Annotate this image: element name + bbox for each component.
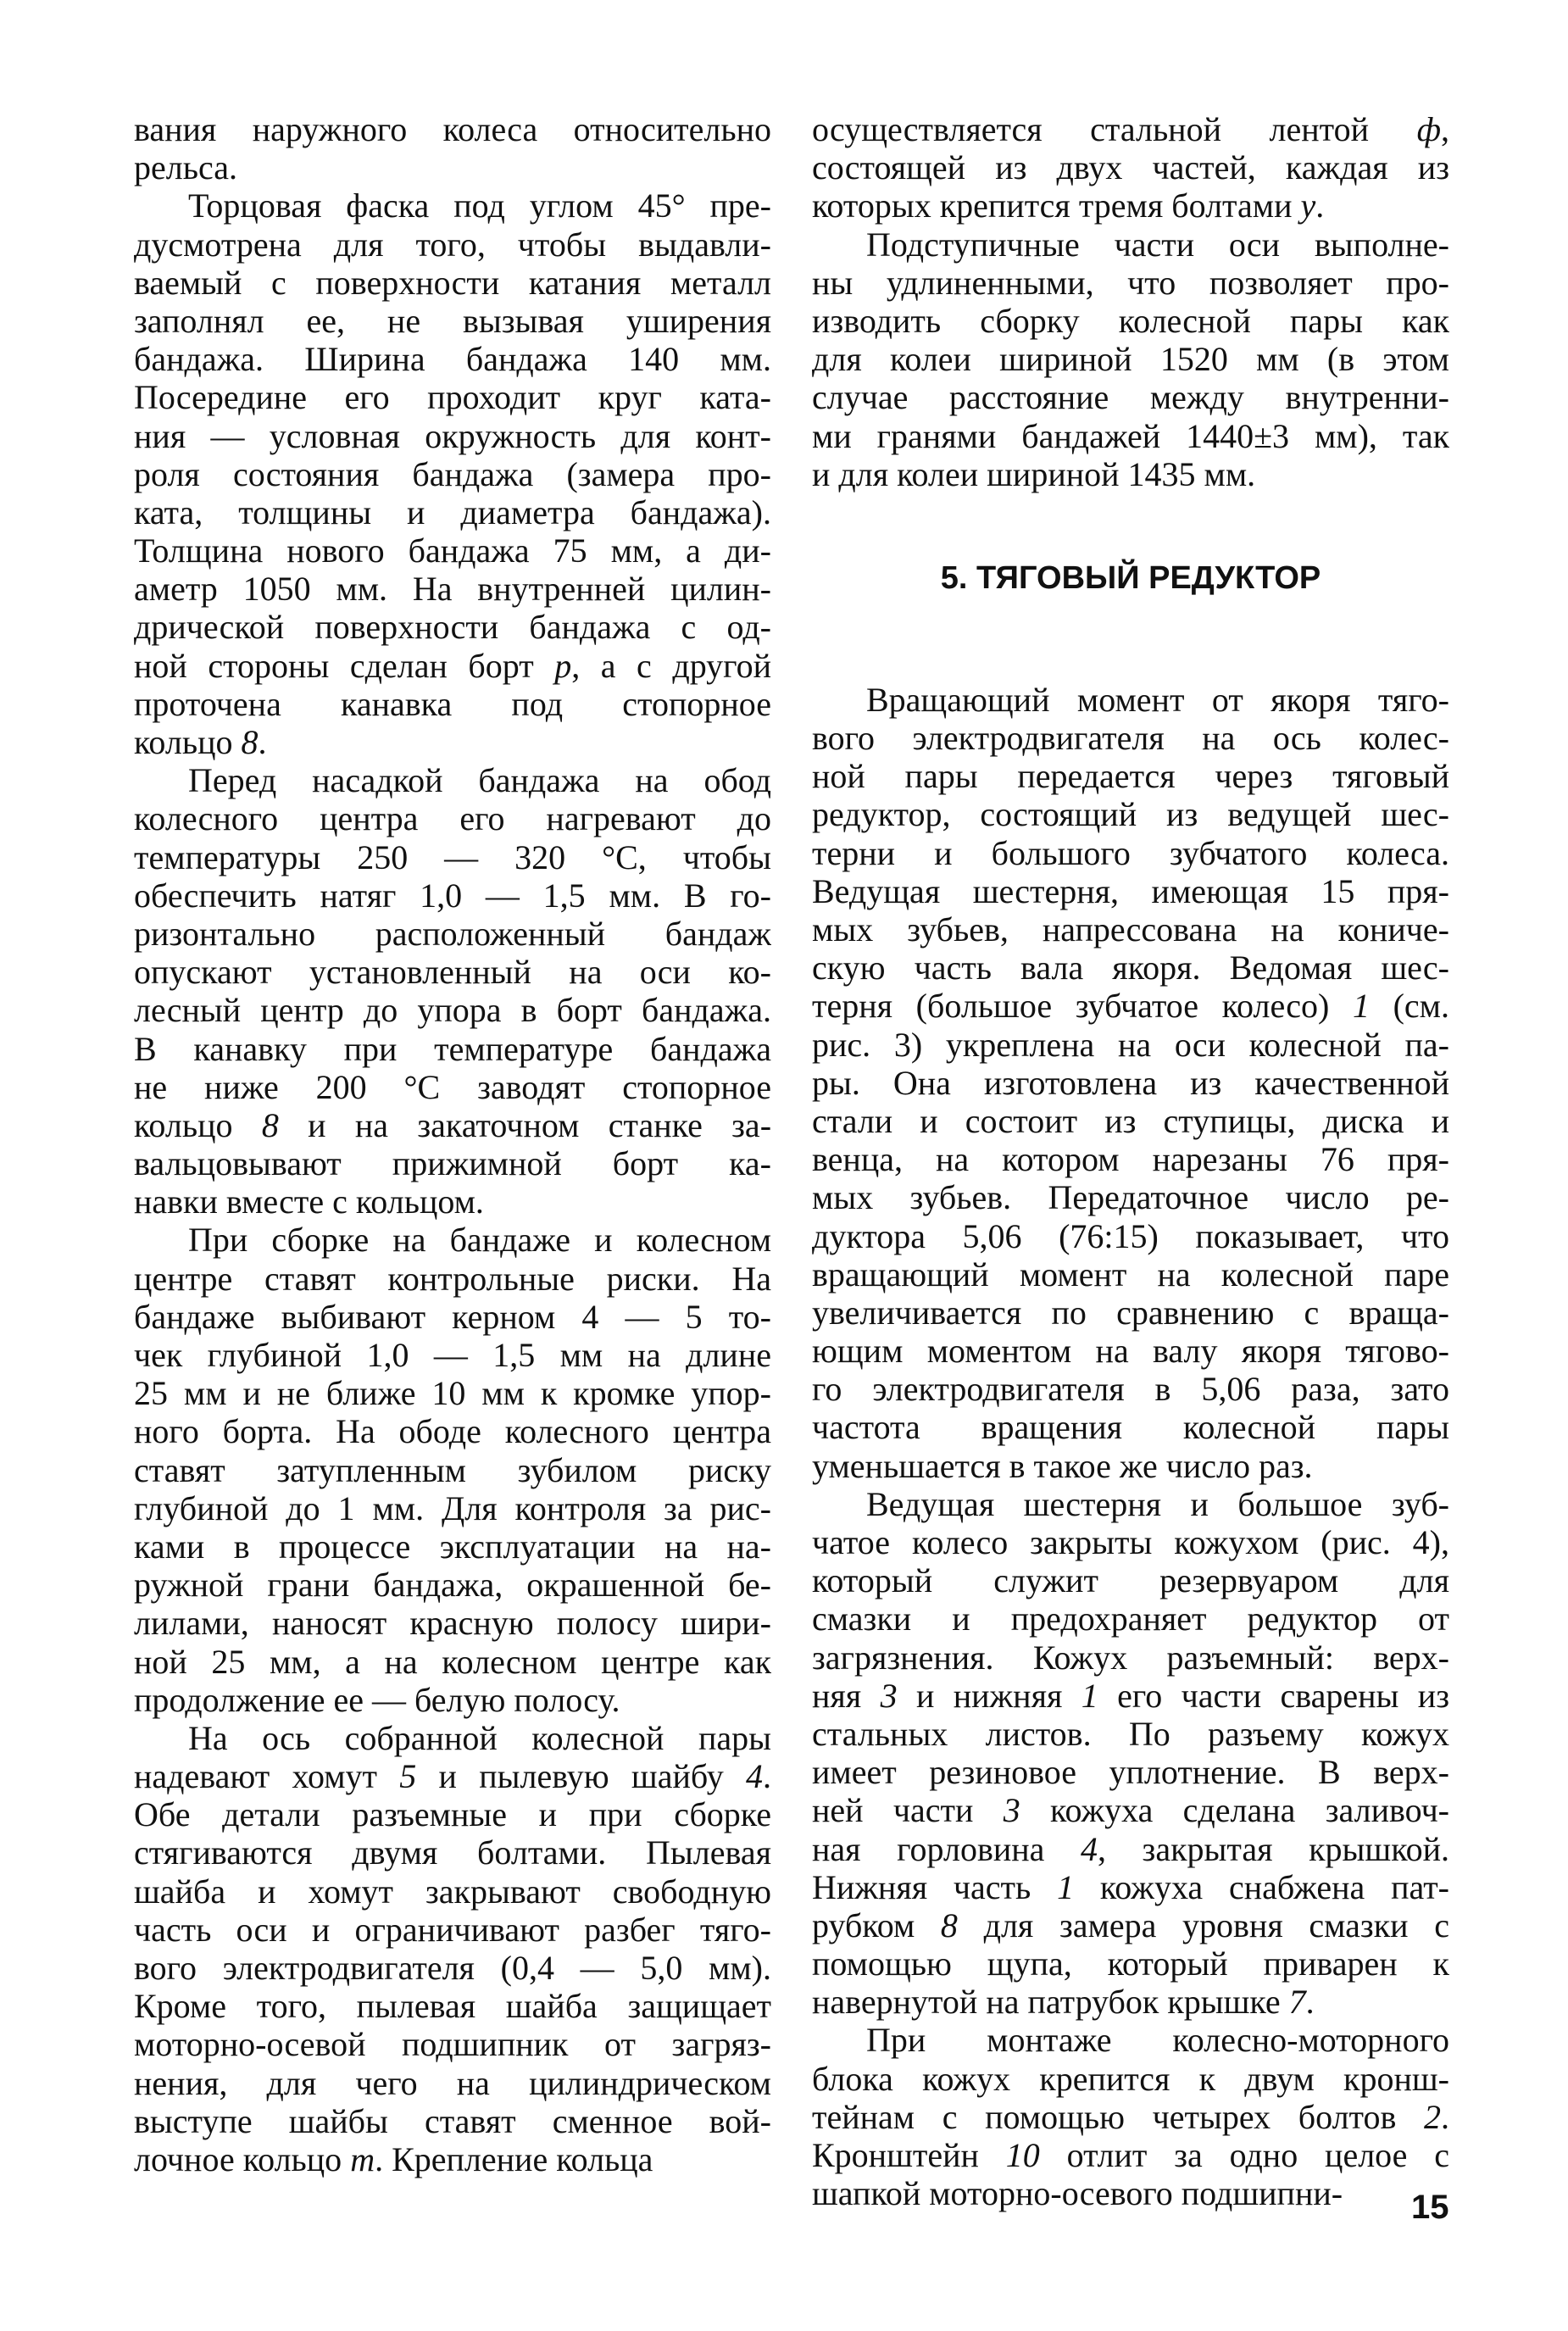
text-run: дусмотрена для того, чтобы выдавли- [134, 225, 771, 264]
text-run: надевают хомут [134, 1757, 400, 1796]
text-run: Торцовая фаска под углом 45° пре- [188, 186, 771, 225]
italic-text-run: 3 [1003, 1791, 1020, 1830]
text-run: редуктор, состоящий из ведущей шес- [812, 795, 1449, 834]
text-line [134, 1030, 771, 1068]
text-line [134, 1489, 771, 1527]
text-line [134, 531, 771, 570]
text-run: венца, на котором нарезаны 76 пря- [812, 1140, 1449, 1179]
text-run: чек глубиной 1,0 — 1,5 мм на длине [134, 1336, 771, 1374]
text-run: помощью щупа, который приварен к [812, 1944, 1449, 1983]
text-run: колесного центра его нагревают до [134, 799, 771, 838]
text-run: , закрытая крышкой. [1097, 1829, 1449, 1868]
text-line [134, 1757, 771, 1795]
text-line [812, 1408, 1449, 1446]
text-run: Посередине его проходит круг ката- [134, 378, 771, 417]
text-run: ней части [812, 1791, 1004, 1830]
text-line [812, 225, 1449, 264]
text-run: лесный центр до упора в борт бандажа. [134, 991, 771, 1030]
text-line [812, 1715, 1449, 1753]
text-line [812, 417, 1449, 455]
text-run: выступе шайбы ставят сменное вой- [134, 2101, 771, 2140]
text-run: для колеи шириной 1520 мм (в этом [812, 340, 1449, 379]
text-line [134, 186, 771, 225]
text-line [134, 1412, 771, 1450]
text-line [812, 1906, 1449, 1944]
text-run: , [1441, 110, 1449, 148]
text-line [134, 340, 771, 378]
text-line [812, 186, 1449, 225]
text-run: продолжение ее — белую полосу. [134, 1680, 620, 1719]
text-line [134, 417, 771, 455]
italic-text-run: т [350, 2139, 375, 2178]
text-line [134, 991, 771, 1029]
text-run: вращающий момент на колесной паре [812, 1255, 1449, 1293]
text-line [812, 2174, 1449, 2212]
text-line [812, 455, 1449, 493]
text-run: го электродвигателя в 5,06 раза, зато [812, 1370, 1449, 1409]
text-line [134, 1643, 771, 1681]
text-run: который служит резервуаром для [812, 1561, 1449, 1600]
text-line [134, 1374, 771, 1412]
text-line [812, 1791, 1449, 1829]
text-line [812, 872, 1449, 910]
text-line [134, 1681, 771, 1719]
text-run: дуктора 5,06 (76:15) показывает, что [812, 1216, 1449, 1255]
text-line [812, 1523, 1449, 1561]
text-run: ставят затупленным зубилом риску [134, 1450, 771, 1489]
text-line [812, 834, 1449, 872]
right-column-bottom-text [812, 681, 1449, 2213]
text-run: чатое колесо закрыты кожухом (рис. 4), [812, 1523, 1449, 1561]
text-run: кольцо [134, 1105, 262, 1144]
text-line [812, 1370, 1449, 1408]
text-run: тейнам с помощью четырех болтов [812, 2097, 1424, 2136]
text-run: ющим моментом на валу якоря тягово- [812, 1332, 1449, 1371]
text-line [812, 1217, 1449, 1255]
text-line [134, 1719, 771, 1757]
page-number: 15 [1411, 2189, 1449, 2226]
text-line [812, 110, 1449, 148]
text-line [812, 795, 1449, 833]
text-line [134, 570, 771, 608]
text-line [812, 1983, 1449, 2021]
text-run: Вращающий момент от якоря тяго- [866, 680, 1449, 719]
text-run: частота вращения колесной пары [812, 1408, 1449, 1447]
text-run: Нижняя часть [812, 1867, 1058, 1906]
text-run: В канавку при температуре бандажа [134, 1029, 771, 1068]
text-line [134, 378, 771, 416]
text-run: рельса. [134, 148, 237, 187]
text-line [812, 340, 1449, 378]
text-line [812, 1485, 1449, 1523]
text-line [134, 1182, 771, 1221]
text-line [134, 1987, 771, 2025]
text-line [812, 1064, 1449, 1102]
text-run: бандаже выбивают керном 4 — 5 то- [134, 1297, 771, 1336]
text-run: бандажа. Ширина бандажа 140 мм. [134, 340, 771, 379]
italic-text-run: 8 [940, 1905, 958, 1944]
text-run: вания наружного колеса относительно [134, 110, 771, 148]
text-line [134, 1221, 771, 1259]
text-run: рубком [812, 1905, 941, 1944]
text-run: . [1315, 186, 1325, 225]
text-run: отлит за одно целое с [1039, 2136, 1449, 2174]
text-line [812, 2060, 1449, 2098]
text-line [812, 1026, 1449, 1064]
text-line [812, 2098, 1449, 2136]
text-line [812, 987, 1449, 1025]
text-line [134, 1336, 771, 1374]
text-run: кожуха снабжена пат- [1074, 1867, 1449, 1906]
text-run: ры. Она изготовлена из качественной [812, 1063, 1449, 1102]
italic-text-run: 5 [399, 1757, 417, 1796]
text-run: 25 мм и не ближе 10 мм к кромке упор- [134, 1374, 771, 1413]
text-line [134, 225, 771, 264]
text-run: обеспечить натяг 1,0 — 1,5 мм. В го- [134, 876, 771, 915]
text-run: лочное кольцо [134, 2139, 351, 2178]
text-run: и нижняя [897, 1676, 1081, 1715]
text-line [812, 1561, 1449, 1599]
text-line [812, 1638, 1449, 1677]
text-run: ками в процессе эксплуатации на на- [134, 1527, 771, 1566]
italic-text-run: 3 [880, 1676, 898, 1715]
text-run: няя [812, 1676, 881, 1715]
text-line [812, 910, 1449, 949]
text-line [134, 455, 771, 493]
text-line [134, 1833, 771, 1872]
text-run: Подступичные части оси выполне- [866, 225, 1449, 264]
text-run: центре ставят контрольные риски. На [134, 1259, 771, 1298]
text-line [134, 1068, 771, 1106]
text-line [134, 493, 771, 531]
text-line [134, 608, 771, 646]
text-line [812, 2021, 1449, 2059]
text-run: глубиной до 1 мм. Для контроля за рис- [134, 1488, 771, 1527]
text-run: имеет резиновое уплотнение. В верх- [812, 1753, 1449, 1792]
text-line [134, 2025, 771, 2063]
text-line [134, 2102, 771, 2140]
text-line [134, 1911, 771, 1949]
text-line [812, 1677, 1449, 1715]
italic-text-run: 7 [1288, 1983, 1306, 2022]
text-run: ризонтально расположенный бандаж [134, 914, 771, 953]
text-run: Ведущая шестерня, имеющая 15 пря- [812, 871, 1449, 910]
text-line [812, 1830, 1449, 1868]
text-run: стягиваются двумя болтами. Пылевая [134, 1833, 771, 1872]
text-line [134, 799, 771, 837]
text-line [134, 1604, 771, 1642]
text-run: При монтаже колесно-моторного [866, 2021, 1449, 2060]
text-run: проточена канавка под стопорное [134, 684, 771, 723]
text-run: рис. 3) укреплена на оси колесной па- [812, 1025, 1449, 1064]
text-run: ной пары передается через тяговый [812, 757, 1449, 796]
text-run: состоящей из двух частей, каждая из [812, 148, 1449, 187]
text-run: вого электродвигателя на ось колес- [812, 719, 1449, 758]
text-line [134, 1795, 771, 1833]
text-line [812, 1255, 1449, 1293]
text-run: ной стороны сделан борт [134, 646, 555, 685]
text-run: нения, для чего на цилиндрическом [134, 2063, 771, 2102]
text-run: ного борта. На ободе колесного центра [134, 1412, 771, 1451]
italic-text-run: 4 [1080, 1829, 1098, 1868]
text-run: шапкой моторно-осевого подшипни- [812, 2174, 1343, 2213]
text-line [134, 723, 771, 761]
text-run: Кроме того, пылевая шайба защищает [134, 1987, 771, 2026]
text-run: ния — условная окружность для конт- [134, 416, 771, 455]
text-run: . [258, 723, 267, 761]
text-line [134, 647, 771, 685]
text-line [134, 915, 771, 953]
text-run: стали и состоит из ступицы, диска и [812, 1101, 1449, 1140]
italic-text-run: ф [1416, 110, 1441, 148]
text-run: мых зубьев, напрессована на кониче- [812, 910, 1449, 949]
text-run: ваемый с поверхности катания металл [134, 263, 771, 302]
text-run: Кронштейн [812, 2136, 1006, 2174]
italic-text-run: 10 [1005, 2136, 1040, 2174]
text-run: (см. [1369, 987, 1449, 1026]
text-line [134, 2064, 771, 2102]
text-line [812, 757, 1449, 795]
text-line [812, 1332, 1449, 1370]
text-run: моторно-осевой подшипник от загряз- [134, 2025, 771, 2064]
text-line [812, 1944, 1449, 1983]
italic-text-run: 1 [1081, 1676, 1098, 1715]
text-line [812, 148, 1449, 186]
text-run: которых крепится тремя болтами [812, 186, 1301, 225]
text-line [812, 1868, 1449, 1906]
text-line [812, 1140, 1449, 1178]
text-run: блока кожух крепится к двум кронш- [812, 2059, 1449, 2098]
text-run: Толщина нового бандажа 75 мм, а ди- [134, 531, 771, 570]
italic-text-run: р [554, 646, 572, 685]
italic-text-run: 4 [746, 1757, 763, 1796]
text-run: . [1305, 1983, 1315, 2022]
text-run: мых зубьев. Передаточное число ре- [812, 1178, 1449, 1217]
text-line [134, 685, 771, 723]
text-run: загрязнения. Кожух разъемный: верх- [812, 1638, 1449, 1677]
text-run: Обе детали разъемные и при сборке [134, 1795, 771, 1834]
text-line [134, 876, 771, 915]
text-line [812, 302, 1449, 340]
text-run: случае расстояние между внутренни- [812, 378, 1449, 417]
right-column [812, 110, 1449, 2212]
text-run: кожуха сделана заливоч- [1020, 1791, 1449, 1830]
text-line [812, 264, 1449, 302]
text-run: для замера уровня смазки с [957, 1905, 1449, 1944]
text-line [812, 1753, 1449, 1791]
text-run: ная горловина [812, 1829, 1081, 1868]
text-line [134, 1872, 771, 1911]
text-line [812, 1599, 1449, 1638]
left-column [134, 110, 771, 2178]
text-run: температуры 250 — 320 °С, чтобы [134, 837, 771, 876]
text-run: лилами, наносят красную полосу шири- [134, 1604, 771, 1643]
text-line [134, 761, 771, 799]
text-line [134, 1566, 771, 1604]
text-run: Перед насадкой бандажа на обод [188, 761, 771, 800]
text-run: навернутой на патрубок крышке [812, 1983, 1289, 2022]
text-line [812, 1178, 1449, 1216]
text-line [812, 719, 1449, 757]
text-line [134, 838, 771, 876]
text-run: . [1441, 2097, 1449, 2136]
text-line [812, 378, 1449, 416]
text-line [812, 1293, 1449, 1332]
text-line [812, 1102, 1449, 1140]
text-run: . [763, 1757, 771, 1796]
text-run: заполнял ее, не вызывая уширения [134, 301, 771, 340]
text-run: смазки и предохраняет редуктор от [812, 1599, 1449, 1638]
text-run: терня (большое зубчатое колесо) [812, 987, 1353, 1026]
text-line [134, 1106, 771, 1144]
text-line [134, 1298, 771, 1336]
text-run: При сборке на бандаже и колесном [188, 1221, 771, 1260]
text-line [134, 148, 771, 186]
text-line [812, 681, 1449, 719]
text-line [812, 1447, 1449, 1485]
text-line [134, 2140, 771, 2178]
text-run: его части сварены из [1098, 1676, 1449, 1715]
text-run: роля состояния бандажа (замера про- [134, 454, 771, 493]
text-line [134, 1260, 771, 1298]
text-run: вальцовывают прижимной борт ка- [134, 1144, 771, 1183]
text-run: уменьшается в такое же число раз. [812, 1446, 1313, 1485]
text-run: дрической поверхности бандажа с од- [134, 608, 771, 647]
text-run: изводить сборку колесной пары как [812, 301, 1449, 340]
text-run: На ось собранной колесной пары [188, 1718, 771, 1757]
text-run: и для колеи шириной 1435 мм. [812, 454, 1256, 493]
right-column-top-text [812, 110, 1449, 493]
text-run: терни и большого зубчатого колеса. [812, 833, 1449, 872]
text-run: стальных листов. По разъему кожух [812, 1714, 1449, 1753]
text-run: ми гранями бандажей 1440±3 мм), так [812, 416, 1449, 455]
text-run: осуществляется стальной лентой [812, 110, 1417, 148]
text-run: . Крепление кольца [375, 2139, 653, 2178]
italic-text-run: у [1300, 186, 1316, 225]
text-run: ката, толщины и диаметра бандажа). [134, 492, 771, 531]
italic-text-run: 2 [1424, 2097, 1441, 2136]
text-run: кольцо [134, 723, 242, 761]
section-heading: 5. ТЯГОВЫЙ РЕДУКТОР [940, 559, 1321, 596]
text-run: и на закаточном станке за- [278, 1105, 771, 1144]
text-run: ны удлиненными, что позволяет про- [812, 263, 1449, 302]
text-run: опускают установленный на оси ко- [134, 953, 771, 992]
text-line [134, 1949, 771, 1987]
text-line [134, 1144, 771, 1182]
text-line [134, 264, 771, 302]
text-line [812, 949, 1449, 987]
text-run: часть оси и ограничивают разбег тяго- [134, 1910, 771, 1949]
text-line [134, 1451, 771, 1489]
text-line [134, 1527, 771, 1566]
text-run: навки вместе с кольцом. [134, 1182, 484, 1221]
text-run: аметр 1050 мм. На внутренней цилин- [134, 570, 771, 609]
text-run: скую часть вала якоря. Ведомая шес- [812, 949, 1449, 987]
text-run: ружной грани бандажа, окрашенной бе- [134, 1566, 771, 1605]
text-run: шайба и хомут закрывают свободную [134, 1872, 771, 1911]
text-run: не ниже 200 °С заводят стопорное [134, 1067, 771, 1106]
text-run: Ведущая шестерня и большое зуб- [866, 1484, 1449, 1523]
text-run: увеличивается по сравнению с враща- [812, 1293, 1449, 1332]
italic-text-run: 1 [1057, 1867, 1075, 1906]
text-line [134, 953, 771, 991]
text-line [812, 2136, 1449, 2174]
text-run: вого электродвигателя (0,4 — 5,0 мм). [134, 1949, 771, 1987]
text-run: и пылевую шайбу [416, 1757, 746, 1796]
italic-text-run: 1 [1352, 987, 1370, 1026]
text-run: ной 25 мм, а на колесном центре как [134, 1642, 771, 1681]
italic-text-run: 8 [241, 723, 259, 761]
text-line [134, 302, 771, 340]
italic-text-run: 8 [261, 1105, 279, 1144]
text-run: , а с другой [571, 646, 771, 685]
text-line [134, 110, 771, 148]
